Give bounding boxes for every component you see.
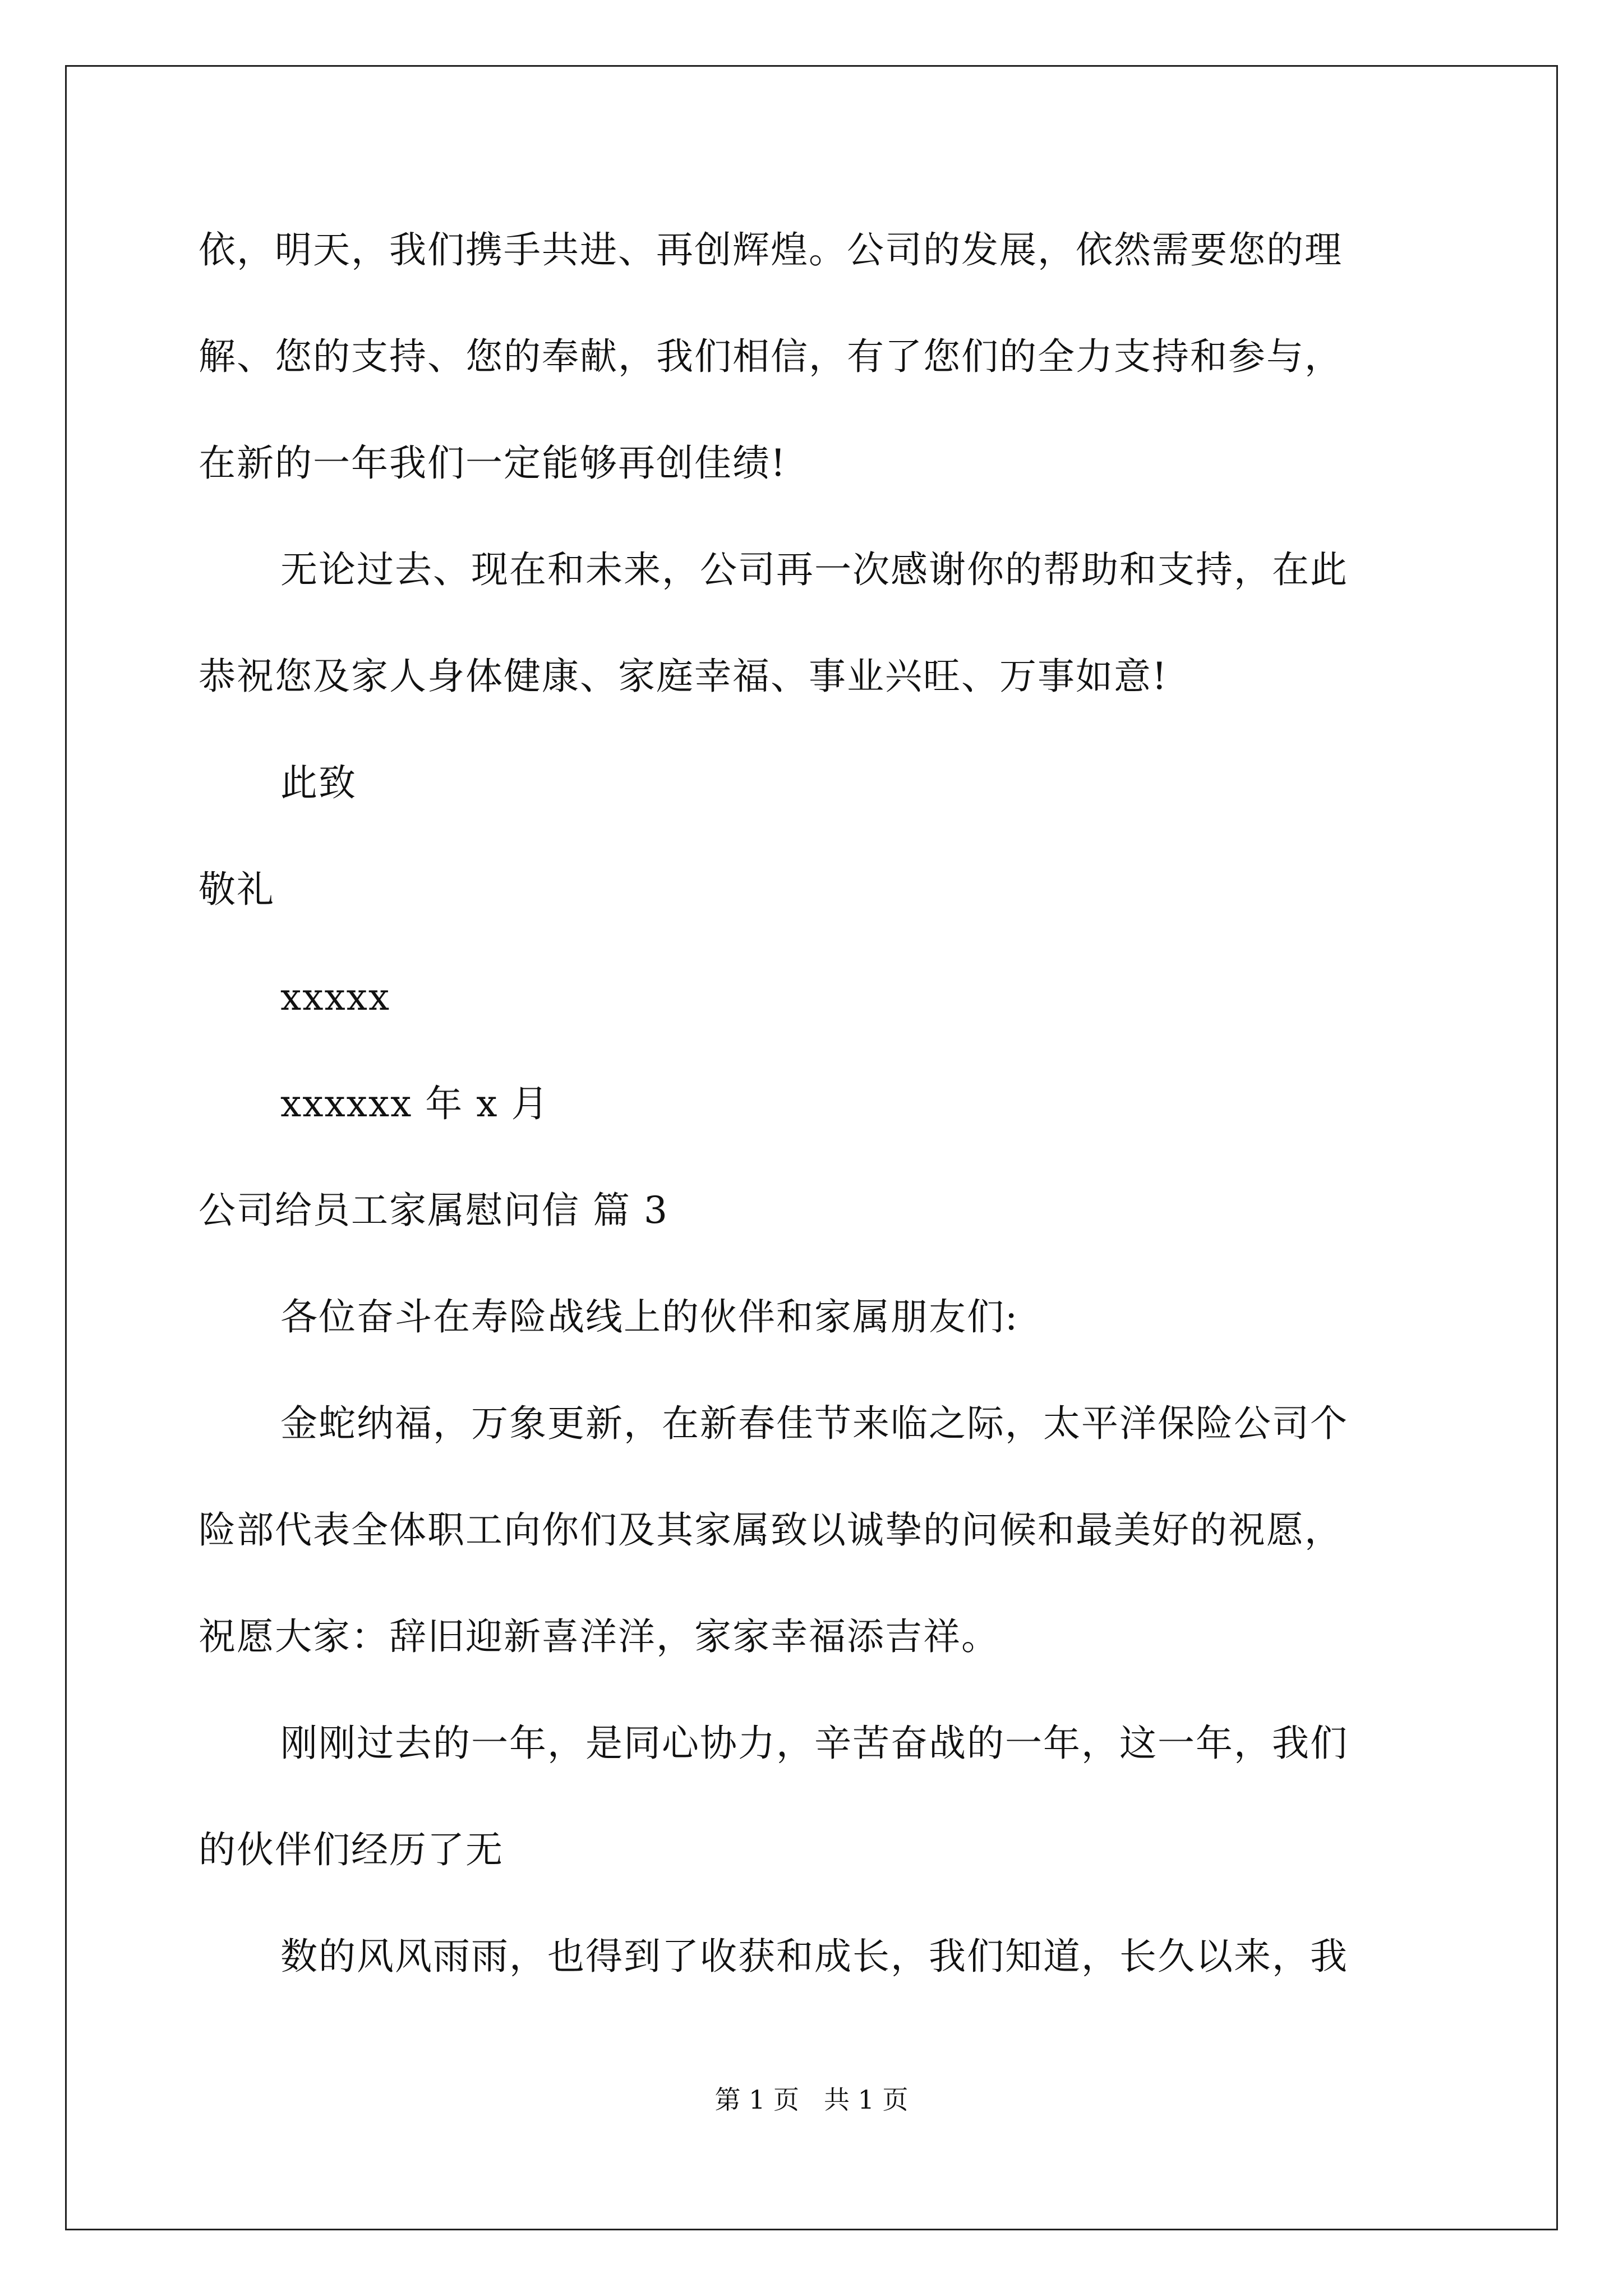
body-line: 的伙伴们经历了无 xyxy=(199,1828,504,1871)
closing-salutation: 此致 xyxy=(280,761,357,804)
body-line: 解、您的支持、您的奉献，我们相信，有了您们的全力支持和参与， xyxy=(199,335,1343,378)
signature-name: xxxxx xyxy=(280,976,391,1019)
page-border xyxy=(65,65,1558,2230)
body-line: 依，明天，我们携手共进、再创辉煌。公司的发展，依然需要您的理 xyxy=(199,228,1343,272)
body-line: 金蛇纳福，万象更新，在新春佳节来临之际，太平洋保险公司个 xyxy=(280,1402,1348,1445)
section-heading: 公司给员工家属慰问信 篇 3 xyxy=(199,1189,668,1232)
signature-date: xxxxxx 年 x 月 xyxy=(280,1082,550,1125)
body-line: 无论过去、现在和未来，公司再一次感谢你的帮助和支持，在此 xyxy=(280,548,1348,591)
page-footer xyxy=(0,2084,1623,2115)
closing-regards: 敬礼 xyxy=(199,868,275,911)
body-line: 刚刚过去的一年，是同心协力，辛苦奋战的一年，这一年，我们 xyxy=(280,1722,1348,1765)
page-number: 第 1 页 xyxy=(714,2085,799,2115)
body-line: 恭祝您及家人身体健康、家庭幸福、事业兴旺、万事如意! xyxy=(199,655,1168,698)
page-total: 共 1 页 xyxy=(824,2085,909,2115)
body-line: 在新的一年我们一定能够再创佳绩! xyxy=(199,441,787,485)
body-line: 祝愿大家：辞旧迎新喜洋洋，家家幸福添吉祥。 xyxy=(199,1615,999,1658)
greeting-line: 各位奋斗在寿险战线上的伙伴和家属朋友们: xyxy=(280,1295,1019,1338)
body-line: 数的风风雨雨，也得到了收获和成长，我们知道，长久以来，我 xyxy=(280,1935,1348,1978)
body-line: 险部代表全体职工向你们及其家属致以诚挚的问候和最美好的祝愿， xyxy=(199,1508,1343,1552)
